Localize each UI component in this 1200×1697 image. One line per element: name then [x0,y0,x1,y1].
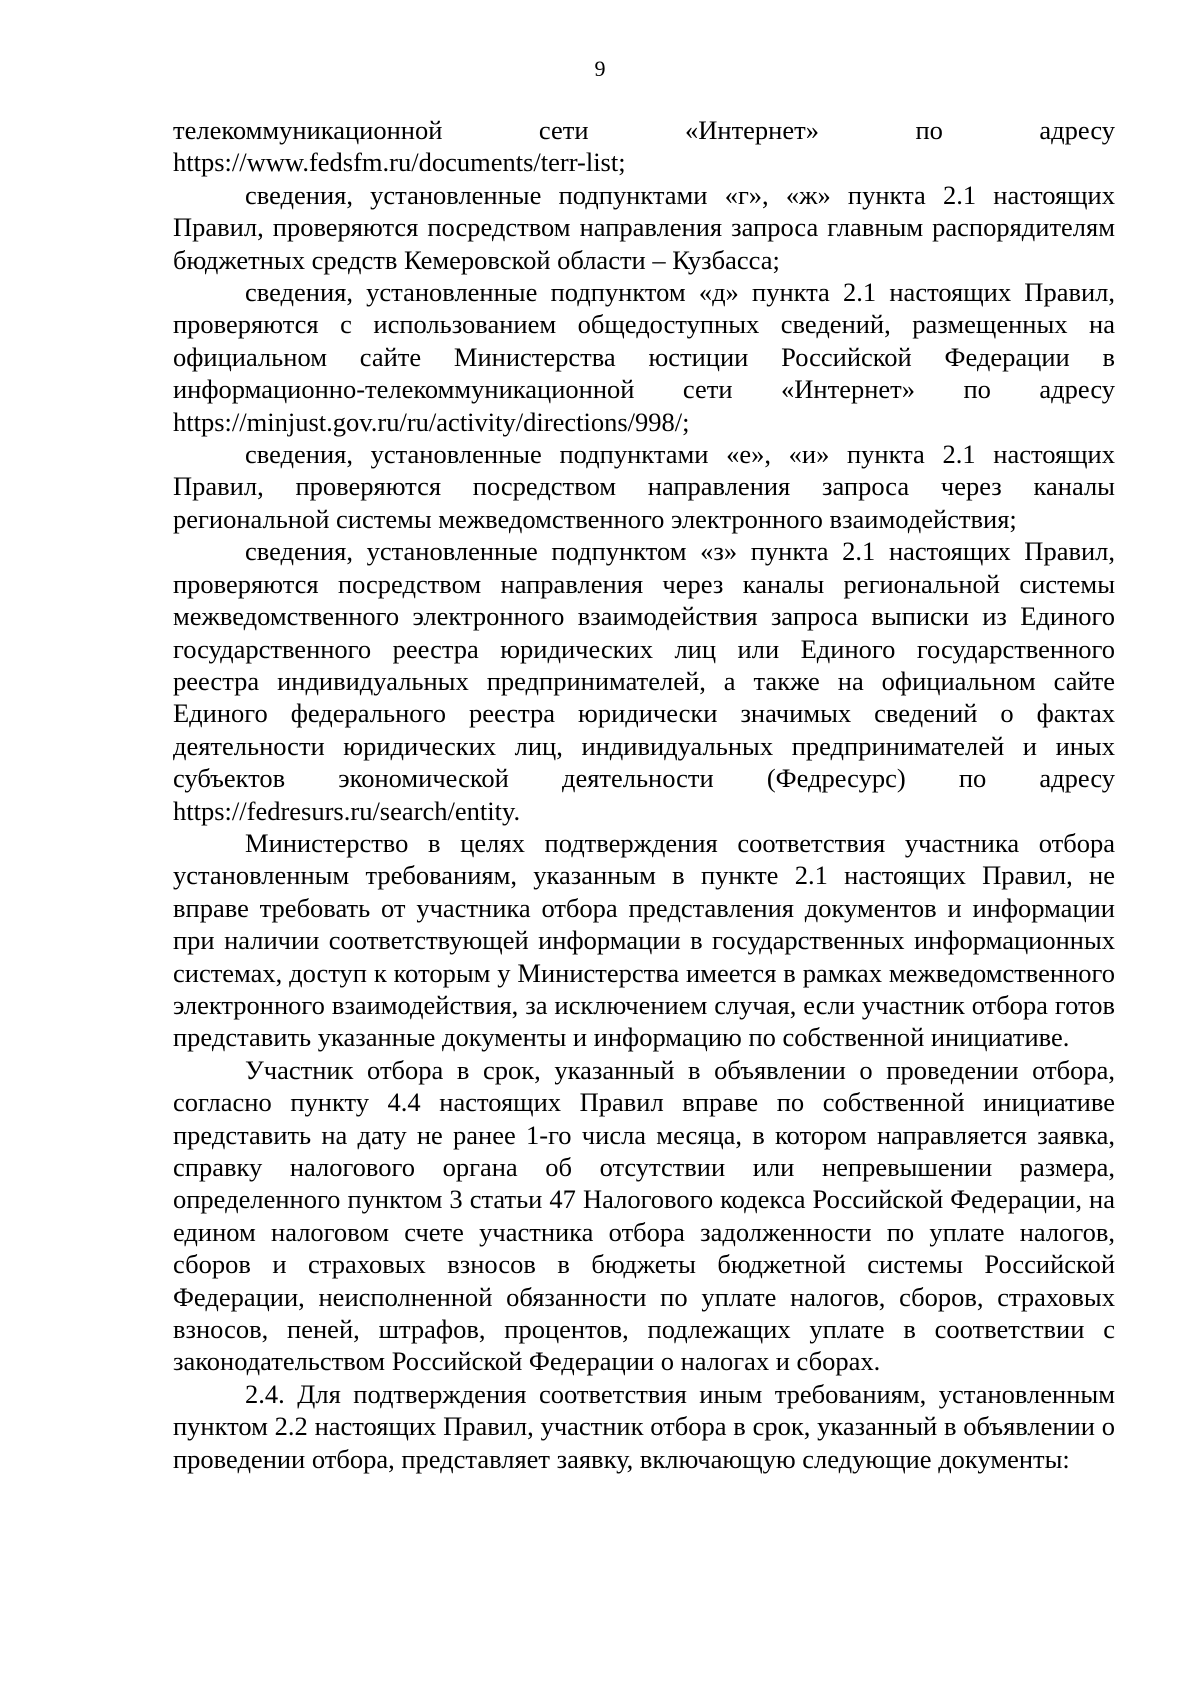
paragraph-subpoints-g-zh: сведения, установленные подпунктами «г», «ж» пункта 2.1 настоящих Правил, проверяются посредством направления запроса главным распорядителям бюджетных средств Кемеровской области – Кузбасса; [173,179,1115,275]
paragraph-participant: Участник отбора в срок, указанный в объявлении о проведении отбора, согласно пункту 4.4 настоящих Правил вправе по собственной инициативе представить на дату не ранее 1-го числа месяца, в котором направляется заявка, справку налогового органа об отсутствии или непревышении размера, определенного пунктом 3 статьи 47 Налогового кодекса Российской Федерации, на едином налоговом счете участника отбора задолженности по уплате налогов, сборов и страховых взносов в бюджеты бюджетной системы Российской Федерации, неисполненной обязанности по уплате налогов, сборов, страховых взносов, пеней, штрафов, процентов, подлежащих уплате в соответствии с законодательством Российской Федерации о налогах и сборах. [173,1054,1115,1377]
paragraph-subpoint-z: сведения, установленные подпунктом «з» пункта 2.1 настоящих Правил, проверяются посредством направления через каналы региональной системы межведомственного электронного взаимодействия запроса выписки из Единого государственного реестра юридических лиц или Единого государственного реестра индивидуальных предпринимателей, а также на официальном сайте Единого федерального реестра юридически значимых сведений о фактах деятельности юридических лиц, индивидуальных предпринимателей и иных субъектов экономической деятельности (Федресурс) по адресу https://fedresurs.ru/search/entity. [173,536,1115,826]
continuation-line-1: телекоммуникационной сети «Интернет» по адресу [173,115,1115,145]
paragraph-subpoint-d: сведения, установленные подпунктом «д» пункта 2.1 настоящих Правил, проверяются с использованием общедоступных сведений, размещенных на официальном сайте Министерства юстиции Российской Федерации в информационно-телекоммуникационной сети «Интернет» по адресу https://minjust.gov.ru/ru/activity/directions/998/; [173,277,1115,437]
continuation-line-2: https://www.fedsfm.ru/documents/terr-list; [173,147,626,178]
paragraph-continuation [173,114,1115,179]
paragraph-ministry: Министерство в целях подтверждения соответствия участника отбора установленным требованиям, указанным в пункте 2.1 настоящих Правил, не вправе требовать от участника отбора представления документов и информации при наличии соответствующей информации в государственных информационных системах, доступ к которым у Министерства имеется в рамках межведомственного электронного взаимодействия, за исключением случая, если участник отбора готов представить указанные документы и информацию по собственной инициативе. [173,827,1115,1053]
paragraph-subpoints-e-i: сведения, установленные подпунктами «е», «и» пункта 2.1 настоящих Правил, проверяются посредством направления запроса через каналы региональной системы межведомственного электронного взаимодействия; [173,439,1115,534]
page-number: 9 [594,56,606,81]
paragraph-2-4: 2.4. Для подтверждения соответствия иным требованиям, установленным пунктом 2.2 настоящих Правил, участник отбора в срок, указанный в объявлении о проведении отбора, представляет заявку, включающую следующие документы: [173,1378,1115,1474]
document-body [173,114,1115,1475]
